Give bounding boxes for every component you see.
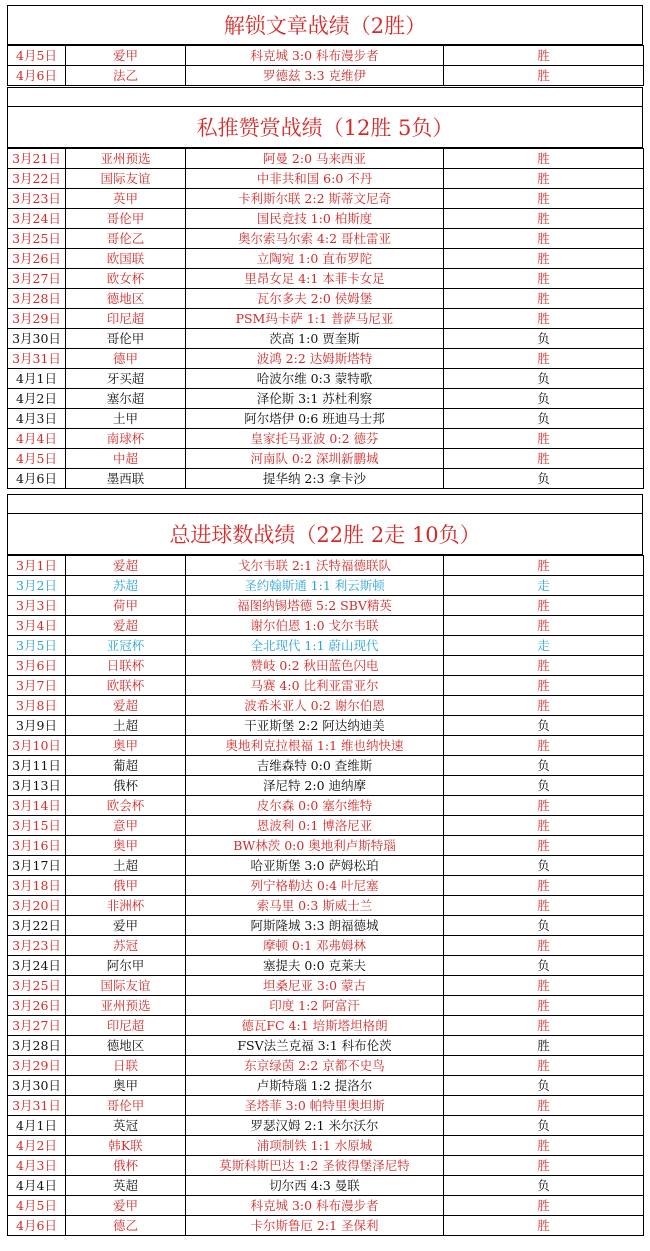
league-cell: 塞尔超 <box>66 389 186 409</box>
league-cell: 奥甲 <box>66 836 186 856</box>
result-cell: 胜 <box>444 189 644 209</box>
match-cell: 科克城 3:0 科布漫步者 <box>186 1196 444 1216</box>
match-cell: 切尔西 4:3 曼联 <box>186 1176 444 1196</box>
section-divider <box>7 87 643 107</box>
table-row <box>8 736 644 756</box>
match-cell: 德瓦FC 4:1 培斯塔坦格朗 <box>186 1016 444 1036</box>
league-cell: 韩K联 <box>66 1136 186 1156</box>
table-row <box>8 1036 644 1056</box>
date-cell: 3月15日 <box>8 816 66 836</box>
result-cell: 负 <box>444 369 644 389</box>
table-row <box>8 1116 644 1136</box>
table-row <box>8 596 644 616</box>
result-cell: 胜 <box>444 656 644 676</box>
date-cell: 3月22日 <box>8 169 66 189</box>
date-cell: 3月31日 <box>8 1096 66 1116</box>
table-row <box>8 429 644 449</box>
table-row <box>8 696 644 716</box>
date-cell: 3月9日 <box>8 716 66 736</box>
date-cell: 4月6日 <box>8 66 66 86</box>
match-cell: 吉维森特 0:0 查维斯 <box>186 756 444 776</box>
table-row <box>8 1156 644 1176</box>
date-cell: 3月5日 <box>8 636 66 656</box>
league-cell: 国际友谊 <box>66 976 186 996</box>
league-cell: 俄甲 <box>66 876 186 896</box>
result-cell: 胜 <box>444 596 644 616</box>
result-cell: 负 <box>444 756 644 776</box>
match-cell: 罗德兹 3:3 克维伊 <box>186 66 444 86</box>
match-cell: 阿斯隆城 3:3 朗福德城 <box>186 916 444 936</box>
section-title: 总进球数战绩（22胜 2走 10负） <box>7 513 643 555</box>
league-cell: 阿尔甲 <box>66 956 186 976</box>
match-cell: 马赛 4:0 比利亚雷亚尔 <box>186 676 444 696</box>
league-cell: 印尼超 <box>66 1016 186 1036</box>
league-cell: 非洲杯 <box>66 896 186 916</box>
table-row <box>8 1096 644 1116</box>
match-cell: 阿曼 2:0 马来西亚 <box>186 149 444 169</box>
match-cell: 圣塔菲 3:0 帕特里奥坦斯 <box>186 1096 444 1116</box>
result-cell: 走 <box>444 636 644 656</box>
match-cell: 阿尔塔伊 0:6 班迪马士邦 <box>186 409 444 429</box>
table-row <box>8 896 644 916</box>
result-cell: 胜 <box>444 556 644 576</box>
date-cell: 3月4日 <box>8 616 66 636</box>
league-cell: 德地区 <box>66 1036 186 1056</box>
match-cell: 瓦尔多夫 2:0 侯姆堡 <box>186 289 444 309</box>
result-cell: 负 <box>444 1076 644 1096</box>
match-cell: 干亚斯堡 2:2 阿达纳迪美 <box>186 716 444 736</box>
result-cell: 胜 <box>444 1196 644 1216</box>
result-cell: 胜 <box>444 1216 644 1236</box>
league-cell: 印尼超 <box>66 309 186 329</box>
league-cell: 土超 <box>66 716 186 736</box>
league-cell: 奥甲 <box>66 1076 186 1096</box>
table-row <box>8 856 644 876</box>
table-row <box>8 169 644 189</box>
league-cell: 欧国联 <box>66 249 186 269</box>
match-cell: 皮尔森 0:0 塞尔维特 <box>186 796 444 816</box>
result-cell: 走 <box>444 576 644 596</box>
match-cell: 中非共和国 6:0 不丹 <box>186 169 444 189</box>
match-cell: 莫斯科斯巴达 1:2 圣彼得堡泽尼特 <box>186 1156 444 1176</box>
date-cell: 3月24日 <box>8 956 66 976</box>
match-cell: 科克城 3:0 科布漫步者 <box>186 46 444 66</box>
match-cell: 里昂女足 4:1 本菲卡女足 <box>186 269 444 289</box>
match-cell: 卡尔斯鲁厄 2:1 圣保利 <box>186 1216 444 1236</box>
section-title: 私推赞赏战绩（12胜 5负） <box>7 106 643 148</box>
match-cell: 奥地利克拉根福 1:1 维也纳快速 <box>186 736 444 756</box>
result-cell: 胜 <box>444 269 644 289</box>
table-row <box>8 1076 644 1096</box>
match-cell: 坦桑尼亚 3:0 蒙古 <box>186 976 444 996</box>
table-row <box>8 46 644 66</box>
match-cell: 戈尔韦联 2:1 沃特福德联队 <box>186 556 444 576</box>
date-cell: 4月5日 <box>8 449 66 469</box>
date-cell: 3月3日 <box>8 596 66 616</box>
league-cell: 爱超 <box>66 696 186 716</box>
league-cell: 苏超 <box>66 576 186 596</box>
result-cell: 胜 <box>444 249 644 269</box>
results-table <box>7 45 644 86</box>
result-cell: 胜 <box>444 696 644 716</box>
league-cell: 英甲 <box>66 189 186 209</box>
match-cell: 泽伦斯 3:1 苏杜利察 <box>186 389 444 409</box>
match-cell: BW林茨 0:0 奥地利卢斯特瑙 <box>186 836 444 856</box>
league-cell: 哥伦乙 <box>66 229 186 249</box>
match-cell: 河南队 0:2 深圳新鹏城 <box>186 449 444 469</box>
result-cell: 胜 <box>444 209 644 229</box>
league-cell: 亚冠杯 <box>66 636 186 656</box>
match-cell: 福图纳锡塔德 5:2 SBV精英 <box>186 596 444 616</box>
result-cell: 胜 <box>444 616 644 636</box>
result-cell: 负 <box>444 1116 644 1136</box>
result-cell: 胜 <box>444 976 644 996</box>
date-cell: 3月17日 <box>8 856 66 876</box>
result-cell: 胜 <box>444 169 644 189</box>
date-cell: 3月24日 <box>8 209 66 229</box>
date-cell: 4月5日 <box>8 1196 66 1216</box>
table-row <box>8 269 644 289</box>
date-cell: 4月2日 <box>8 389 66 409</box>
result-cell: 负 <box>444 776 644 796</box>
date-cell: 3月21日 <box>8 149 66 169</box>
table-row <box>8 996 644 1016</box>
match-cell: 提华纳 2:3 拿卡沙 <box>186 469 444 489</box>
match-cell: 摩顿 0:1 邓弗姆林 <box>186 936 444 956</box>
table-row <box>8 1016 644 1036</box>
result-cell: 胜 <box>444 676 644 696</box>
table-row <box>8 756 644 776</box>
result-cell: 负 <box>444 409 644 429</box>
date-cell: 3月27日 <box>8 269 66 289</box>
league-cell: 亚州预选 <box>66 996 186 1016</box>
result-cell: 负 <box>444 329 644 349</box>
league-cell: 法乙 <box>66 66 186 86</box>
match-cell: FSV法兰克福 3:1 科布伦茨 <box>186 1036 444 1056</box>
date-cell: 3月28日 <box>8 289 66 309</box>
league-cell: 爱甲 <box>66 1196 186 1216</box>
table-row <box>8 1176 644 1196</box>
match-cell: 奥尔索马尔索 4:2 哥杜雷亚 <box>186 229 444 249</box>
table-row <box>8 369 644 389</box>
table-row <box>8 469 644 489</box>
match-cell: 波鸿 2:2 达姆斯塔特 <box>186 349 444 369</box>
league-cell: 哥伦甲 <box>66 209 186 229</box>
match-cell: 立陶宛 1:0 直布罗陀 <box>186 249 444 269</box>
match-cell: 哈波尔维 0:3 蒙特歌 <box>186 369 444 389</box>
date-cell: 4月5日 <box>8 46 66 66</box>
table-row <box>8 676 644 696</box>
table-row <box>8 796 644 816</box>
match-cell: PSM玛卡萨 1:1 普萨马尼亚 <box>186 309 444 329</box>
date-cell: 4月3日 <box>8 409 66 429</box>
match-cell: 罗瑟汉姆 2:1 米尔沃尔 <box>186 1116 444 1136</box>
result-cell: 胜 <box>444 229 644 249</box>
league-cell: 哥伦甲 <box>66 329 186 349</box>
table-row <box>8 936 644 956</box>
result-cell: 胜 <box>444 289 644 309</box>
result-cell: 胜 <box>444 349 644 369</box>
result-cell: 胜 <box>444 736 644 756</box>
table-row <box>8 616 644 636</box>
match-cell: 谢尔伯恩 1:0 戈尔韦联 <box>186 616 444 636</box>
league-cell: 国际友谊 <box>66 169 186 189</box>
table-row <box>8 656 644 676</box>
league-cell: 亚州预选 <box>66 149 186 169</box>
date-cell: 4月6日 <box>8 1216 66 1236</box>
table-row <box>8 636 644 656</box>
date-cell: 3月22日 <box>8 916 66 936</box>
league-cell: 爱超 <box>66 556 186 576</box>
date-cell: 4月4日 <box>8 429 66 449</box>
table-row <box>8 309 644 329</box>
table-row <box>8 576 644 596</box>
match-cell: 波希米亚人 0:2 谢尔伯恩 <box>186 696 444 716</box>
date-cell: 3月29日 <box>8 309 66 329</box>
date-cell: 3月2日 <box>8 576 66 596</box>
table-row <box>8 289 644 309</box>
date-cell: 3月23日 <box>8 936 66 956</box>
date-cell: 3月11日 <box>8 756 66 776</box>
result-cell: 负 <box>444 469 644 489</box>
result-cell: 胜 <box>444 1156 644 1176</box>
date-cell: 3月28日 <box>8 1036 66 1056</box>
league-cell: 苏冠 <box>66 936 186 956</box>
match-cell: 索马里 0:3 斯威士兰 <box>186 896 444 916</box>
date-cell: 3月1日 <box>8 556 66 576</box>
results-table <box>7 148 644 489</box>
table-row <box>8 836 644 856</box>
table-row <box>8 976 644 996</box>
league-cell: 日联 <box>66 1056 186 1076</box>
table-row <box>8 916 644 936</box>
result-cell: 胜 <box>444 1016 644 1036</box>
table-row <box>8 776 644 796</box>
match-cell: 列宁格勒达 0:4 叶尼塞 <box>186 876 444 896</box>
date-cell: 3月27日 <box>8 1016 66 1036</box>
date-cell: 3月30日 <box>8 1076 66 1096</box>
league-cell: 葡超 <box>66 756 186 776</box>
match-cell: 浦项制铁 1:1 水原城 <box>186 1136 444 1156</box>
date-cell: 3月30日 <box>8 329 66 349</box>
date-cell: 3月29日 <box>8 1056 66 1076</box>
table-row <box>8 876 644 896</box>
league-cell: 德地区 <box>66 289 186 309</box>
match-cell: 印度 1:2 阿富汗 <box>186 996 444 1016</box>
table-row <box>8 1196 644 1216</box>
match-cell: 塞提夫 0:0 克莱夫 <box>186 956 444 976</box>
league-cell: 德甲 <box>66 349 186 369</box>
match-cell: 东京绿茵 2:2 京都不史鸟 <box>186 1056 444 1076</box>
result-cell: 胜 <box>444 896 644 916</box>
table-row <box>8 209 644 229</box>
result-cell: 负 <box>444 1176 644 1196</box>
league-cell: 俄杯 <box>66 1156 186 1176</box>
date-cell: 3月26日 <box>8 996 66 1016</box>
date-cell: 3月25日 <box>8 229 66 249</box>
result-cell: 胜 <box>444 1036 644 1056</box>
date-cell: 4月2日 <box>8 1136 66 1156</box>
date-cell: 3月10日 <box>8 736 66 756</box>
result-cell: 负 <box>444 916 644 936</box>
table-row <box>8 956 644 976</box>
date-cell: 3月13日 <box>8 776 66 796</box>
table-row <box>8 556 644 576</box>
result-cell: 胜 <box>444 1136 644 1156</box>
table-row <box>8 816 644 836</box>
table-row <box>8 716 644 736</box>
league-cell: 土超 <box>66 856 186 876</box>
league-cell: 欧联杯 <box>66 676 186 696</box>
result-cell: 负 <box>444 716 644 736</box>
date-cell: 3月31日 <box>8 349 66 369</box>
result-cell: 负 <box>444 389 644 409</box>
table-row <box>8 229 644 249</box>
table-row <box>8 329 644 349</box>
match-cell: 皇家托马亚波 0:2 德芬 <box>186 429 444 449</box>
section-title: 解锁文章战绩（2胜） <box>7 5 643 45</box>
league-cell: 中超 <box>66 449 186 469</box>
results-table <box>7 555 644 1236</box>
league-cell: 日联杯 <box>66 656 186 676</box>
table-row <box>8 449 644 469</box>
result-cell: 胜 <box>444 1056 644 1076</box>
result-cell: 胜 <box>444 1096 644 1116</box>
result-cell: 胜 <box>444 429 644 449</box>
match-cell: 国民竞技 1:0 柏斯度 <box>186 209 444 229</box>
date-cell: 3月7日 <box>8 676 66 696</box>
table-row <box>8 66 644 86</box>
result-cell: 胜 <box>444 449 644 469</box>
league-cell: 欧会杯 <box>66 796 186 816</box>
table-row <box>8 1056 644 1076</box>
table-row <box>8 249 644 269</box>
date-cell: 4月1日 <box>8 369 66 389</box>
result-cell: 胜 <box>444 816 644 836</box>
league-cell: 土甲 <box>66 409 186 429</box>
league-cell: 荷甲 <box>66 596 186 616</box>
league-cell: 爱甲 <box>66 46 186 66</box>
league-cell: 德乙 <box>66 1216 186 1236</box>
league-cell: 爱超 <box>66 616 186 636</box>
league-cell: 英超 <box>66 1176 186 1196</box>
league-cell: 哥伦甲 <box>66 1096 186 1116</box>
result-cell: 胜 <box>444 796 644 816</box>
match-cell: 恩波利 0:1 博洛尼亚 <box>186 816 444 836</box>
league-cell: 俄杯 <box>66 776 186 796</box>
league-cell: 奥甲 <box>66 736 186 756</box>
match-cell: 卡利斯尔联 2:2 斯蒂文尼奇 <box>186 189 444 209</box>
date-cell: 3月26日 <box>8 249 66 269</box>
match-cell: 茨高 1:0 贾奎斯 <box>186 329 444 349</box>
result-cell: 胜 <box>444 46 644 66</box>
league-cell: 爱甲 <box>66 916 186 936</box>
league-cell: 牙买超 <box>66 369 186 389</box>
result-cell: 负 <box>444 856 644 876</box>
league-cell: 英冠 <box>66 1116 186 1136</box>
match-cell: 卢斯特瑙 1:2 提洛尔 <box>186 1076 444 1096</box>
table-row <box>8 1136 644 1156</box>
result-cell: 胜 <box>444 876 644 896</box>
date-cell: 3月16日 <box>8 836 66 856</box>
date-cell: 4月1日 <box>8 1116 66 1136</box>
date-cell: 3月8日 <box>8 696 66 716</box>
match-cell: 泽尼特 2:0 迪纳摩 <box>186 776 444 796</box>
result-cell: 胜 <box>444 936 644 956</box>
table-row <box>8 349 644 369</box>
result-cell: 胜 <box>444 66 644 86</box>
match-cell: 全北现代 1:1 蔚山现代 <box>186 636 444 656</box>
date-cell: 4月6日 <box>8 469 66 489</box>
date-cell: 3月14日 <box>8 796 66 816</box>
result-cell: 胜 <box>444 309 644 329</box>
table-row <box>8 149 644 169</box>
date-cell: 4月4日 <box>8 1176 66 1196</box>
table-row <box>8 409 644 429</box>
league-cell: 欧女杯 <box>66 269 186 289</box>
league-cell: 墨西联 <box>66 469 186 489</box>
result-cell: 负 <box>444 956 644 976</box>
match-cell: 哈亚斯堡 3:0 萨姆松珀 <box>186 856 444 876</box>
result-cell: 胜 <box>444 149 644 169</box>
section-divider <box>7 494 643 514</box>
league-cell: 意甲 <box>66 816 186 836</box>
match-cell: 赞岐 0:2 秋田蓝色闪电 <box>186 656 444 676</box>
date-cell: 3月23日 <box>8 189 66 209</box>
match-cell: 圣约翰斯通 1:1 利云斯顿 <box>186 576 444 596</box>
league-cell: 南球杯 <box>66 429 186 449</box>
date-cell: 4月3日 <box>8 1156 66 1176</box>
table-row <box>8 189 644 209</box>
table-row <box>8 389 644 409</box>
date-cell: 3月6日 <box>8 656 66 676</box>
date-cell: 3月20日 <box>8 896 66 916</box>
result-cell: 胜 <box>444 836 644 856</box>
date-cell: 3月25日 <box>8 976 66 996</box>
date-cell: 3月18日 <box>8 876 66 896</box>
table-row <box>8 1216 644 1236</box>
result-cell: 胜 <box>444 996 644 1016</box>
